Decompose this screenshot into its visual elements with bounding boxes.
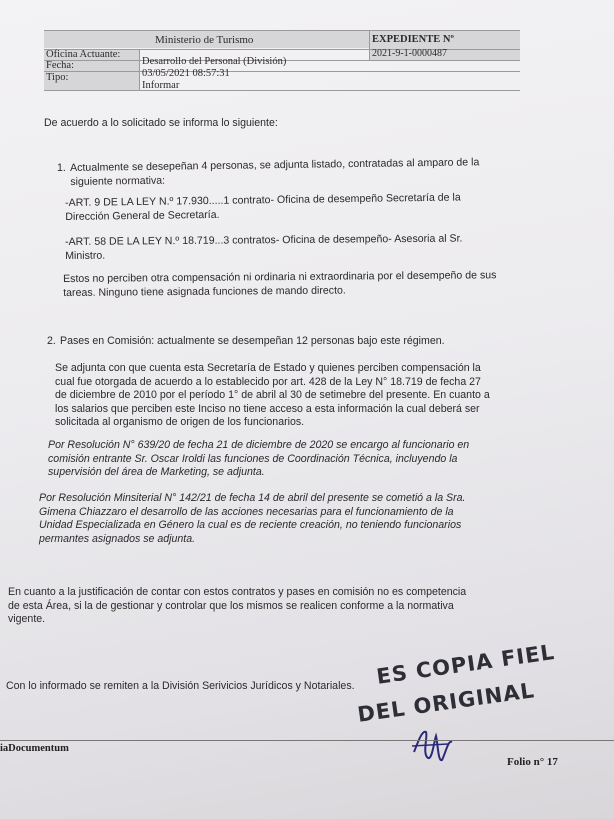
p2-line: supervisión del área de Marketing, se adjunta. bbox=[48, 466, 265, 478]
p3-line: Unidad Especializada en Género la cual es de reciente creación, no teniendo funcionarios bbox=[39, 519, 462, 531]
item2-paragraph3 bbox=[39, 492, 539, 546]
art9-line1: -ART. 9 DE LA LEY N.º 17.930.....1 contrato- Oficina de desempeño Secretaría de la bbox=[65, 191, 461, 209]
tipo-label: Tipo: bbox=[46, 72, 69, 83]
item1-line1: Actualmente se desepeñan 4 personas, se adjunta listado, contratadas al amparo de la bbox=[70, 156, 480, 174]
footer-brand: iaDocumentum bbox=[0, 743, 69, 754]
fecha-value: 03/05/2021 08:57:31 bbox=[142, 68, 230, 79]
intro-text: De acuerdo a lo solicitado se informa lo siguiente: bbox=[44, 117, 278, 129]
oficina-label: Oficina Actuante: bbox=[46, 49, 121, 60]
closing-text: Con lo informado se remiten a la División Serivicios Jurídicos y Notariales. bbox=[6, 680, 355, 692]
art58-block bbox=[65, 232, 535, 263]
p3-line: permantes asignados se adjunta. bbox=[39, 532, 196, 545]
ministry-name: Ministerio de Turismo bbox=[155, 34, 254, 46]
p1-line: los salarios que perciben este Inciso no tiene acceso a esta información la cual deberá ser bbox=[55, 402, 480, 415]
art9-block bbox=[65, 190, 535, 224]
folio-number: Folio n° 17 bbox=[507, 756, 558, 768]
expediente-number: 2021-9-1-0000487 bbox=[372, 48, 447, 59]
item1-line2: siguiente normativa: bbox=[70, 174, 166, 188]
item1-note bbox=[63, 269, 543, 300]
item1-intro bbox=[70, 155, 540, 189]
justification-line: de esta Área, si la de gestionar y controlar que los mismos se realicen conforme a la normativa bbox=[8, 599, 454, 612]
note-line1: Estos no perciben otra compensación ni ordinaria ni extraordinaria por el desempeño de sus bbox=[63, 269, 497, 285]
art58-line2: Ministro. bbox=[65, 249, 106, 262]
p3-line: Por Resolución Minsiterial N° 142/21 de fecha 14 de abril del presente se cometió a la Sra. bbox=[39, 492, 466, 504]
fecha-label: Fecha: bbox=[46, 60, 74, 71]
item2-number: 2. bbox=[47, 335, 56, 347]
p2-line: comisión entrante Sr. Oscar Iroldi las funciones de Coordinación Técnica, incluyendo la bbox=[48, 452, 458, 465]
art9-line2: Dirección General de Secretaría. bbox=[65, 208, 220, 223]
item1-number: 1. bbox=[57, 162, 66, 174]
p3-line: Gimena Chiazzaro el desarrollo de las acciones necesarias para el funcionamiento de la bbox=[39, 505, 454, 518]
oficina-value: Desarrollo del Personal (División) bbox=[142, 56, 287, 67]
p1-line: solicitada al organismo de origen de los funcionarios. bbox=[55, 416, 305, 428]
stamp-line2: DEL ORIGINAL bbox=[356, 678, 537, 727]
expediente-label: EXPEDIENTE Nº bbox=[372, 34, 454, 45]
p1-line: de diciembre de 2010 por el período 1° de abril al 30 de setimebre del presente. En cuanto a bbox=[55, 389, 490, 401]
item2-heading: Pases en Comisión: actualmente se desempeñan 12 personas bajo este régimen. bbox=[60, 335, 445, 347]
signature-mark bbox=[408, 722, 456, 768]
item2-paragraph2 bbox=[48, 439, 538, 480]
p2-line: Por Resolución N° 639/20 de fecha 21 de diciembre de 2020 se encargo al funcionario en bbox=[48, 439, 470, 451]
document-header bbox=[44, 30, 520, 92]
stamp-line1: ES COPIA FIEL bbox=[375, 639, 557, 689]
tipo-value: Informar bbox=[142, 80, 180, 91]
item2-paragraph1 bbox=[55, 362, 535, 430]
footer-divider bbox=[0, 740, 614, 741]
justification-paragraph bbox=[8, 586, 568, 627]
justification-line: En cuanto a la justificación de contar con estos contratos y pases en comisión no es competencia bbox=[8, 586, 467, 598]
justification-line: vigente. bbox=[8, 613, 46, 625]
p1-line: Se adjunta con que cuenta esta Secretaría de Estado y quienes perciben compensación la bbox=[55, 362, 481, 374]
p1-line: cual fue otorgada de acuerdo a lo establecido por art. 428 de la Ley N° 18.719 de fecha 27 bbox=[55, 375, 481, 388]
art58-line1: -ART. 58 DE LA LEY N.º 18.719...3 contratos- Oficina de desempeño- Asesoria al Sr. bbox=[65, 232, 463, 248]
note-line2: tareas. Ninguno tiene asignada funciones de mando directo. bbox=[63, 284, 346, 299]
